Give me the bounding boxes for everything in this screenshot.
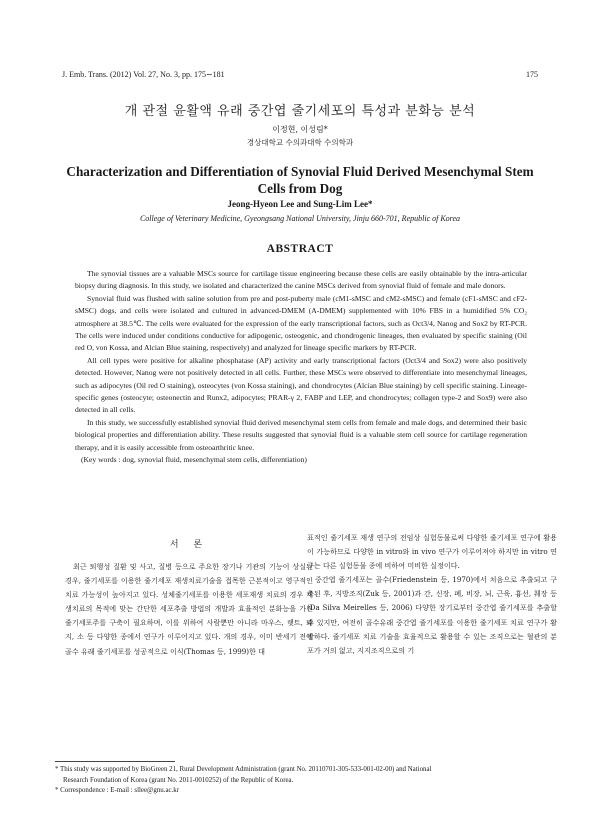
english-authors: Jeong-Hyeon Lee and Sung-Lim Lee* bbox=[227, 199, 373, 209]
footnotes bbox=[55, 765, 545, 797]
funding-footnote-continued: Research Foundation of Korea (grant No. 2011-0010252) of the Republic of Korea. bbox=[63, 776, 294, 784]
korean-title: 개 관절 윤활액 유래 중간엽 줄기세포의 특성과 분화능 분석 bbox=[124, 104, 476, 119]
right-column bbox=[307, 531, 557, 658]
page-number: 175 bbox=[526, 70, 538, 79]
abstract-paragraph: In this study, we successfully established synovial fluid derived mesenchymal stem cells from female and male dogs, and determined their basic biological properties and differentiation ability. These results suggested that synovial fluid is a valuable stem cell source for cartilage regeneration therapy, and it is easily accessible from osteoarthritic knee. bbox=[75, 417, 527, 452]
body-paragraph: 중간엽 줄기세포는 골수(Friedenstein 등, 1970)에서 처음으로 추출되고 구축된 후, 지방조직(Zuk 등, 2001)과 간, 신장, 폐, 비장, 뇌, 근육, 흉선, 췌장 등(Da Silva Meirelles 등, 2006) 다양한 장기로부터 중간엽 줄기세포를 추출할 수 있지만, 여전히 골수유래 중간엽 줄기세포를 이용한 줄기세포 치료 연구가 활발하다. 줄기세포 치료 기술을 효율적으로 활용할 수 있는 조직으로는 혈관의 분포가 거의 없고, 지지조직으로의 기 bbox=[307, 575, 557, 655]
funding-footnote: * This study was supported by BioGreen 21, Rural Development Administration (grant No. 20110701-305-533-001-02-00) and National bbox=[55, 766, 432, 773]
footnote-divider bbox=[55, 761, 175, 762]
abstract-paragraph: Synovial fluid was flushed with saline solution from pre and post-puberty male (cM1-sMSC and cM2-sMSC) and female (cF1-sMSC and cF2-sMSC) dogs, and cells were isolated and cultured in advanced-DMEM (A-DMEM) supplemented with 10% FBS in a humidified 5% CO₂ atmosphere at 38.5℃. The cells were evaluated for the expression of the early transcriptional factors, such as Oct3/4, Nanog and Sox2 by RT-PCR. The cells were induced under conditions conductive for adipogenic, osteogenic, and chondrogenic lineages, then evaluated by specific staining (Oil red O, von Kossa, and Alcian Blue staining, respectively) and analyzed for lineage specific markers by RT-PCR. bbox=[75, 293, 527, 353]
left-column bbox=[65, 538, 313, 659]
body-paragraph: 표적인 줄기세포 재생 연구의 전임상 실험동물로써 다양한 줄기세포 연구에 활용이 가능하므로 다양한 in vitro와 in vivo 연구가 이루어져야 하지만 in vitro 연구는 다른 실험동물 종에 비하여 미비한 실정이다. bbox=[307, 533, 557, 571]
abstract-paragraph: All cell types were positive for alkaline phosphatase (AP) activity and early transcriptional factors (Oct3/4 and Sox2) were also positively detected. However, Nanog were not positively detected in all cells. Further, these MSCs were observed to differentiate into mesenchymal lineages, such as adipocytes (Oil red O staining), osteocytes (von Kossa staining), and chondrocytes (Alcian Blue staining) by cell specific staining. Lineage-specific genes (osteocyte; osteonectin and Runx2, adipocytes; PRAR-γ 2, FABP and LEP, and chondrocytes; collagen type-2 and Sox9) were also detected in all cells. bbox=[75, 355, 527, 415]
abstract-heading: ABSTRACT bbox=[266, 243, 334, 255]
running-head bbox=[62, 70, 538, 82]
keywords: (Key words : dog, synovial fluid, mesenchymal stem cells, differentiation) bbox=[81, 455, 307, 465]
korean-affiliation: 경상대학교 수의과대학 수의학과 bbox=[246, 138, 354, 147]
english-title: Characterization and Differentiation of Synovial Fluid Derived Mesenchymal Stem Cells from Dog bbox=[66, 164, 534, 196]
body-paragraph: 최근 퇴행성 질환 및 사고, 질병 등으로 주요한 장기나 기관의 기능이 상실된 경우, 줄기세포를 이용한 줄기세포 재생치료기술을 접목한 근본적이고 영구적인 치료 가능성이 높아지고 있다. 성체줄기세포를 이용한 세포재생 치료의 경우 재생치료의 목적에 맞는 간단한 세포추출 방법의 개발과 효율적인 분화능을 가진 줄기세포주를 구축이 필요하며, 이를 위하여 사람뿐만 아니라 마우스, 랫트, 돼지, 소 등 다양한 종에서 연구가 이루어지고 있다. 개의 경우, 이미 반세기 전에 골수 유래 줄기세포를 성공적으로 이식(Thomas 등, 1999)한 대 bbox=[65, 562, 313, 656]
journal-citation: J. Emb. Trans. (2012) Vol. 27, No. 3, pp. 175∼181 bbox=[62, 70, 225, 79]
correspondence-footnote: * Correspondence : E-mail : sllee@gnu.ac.kr bbox=[55, 787, 180, 794]
korean-authors: 이정현, 이성림* bbox=[272, 125, 328, 134]
section-heading-introduction: 서 론 bbox=[169, 540, 209, 550]
english-affiliation: College of Veterinary Medicine, Gyeongsang National University, Jinju 660-701, Republic of Korea bbox=[139, 214, 461, 223]
abstract-body bbox=[75, 268, 527, 467]
abstract-paragraph: The synovial tissues are a valuable MSCs source for cartilage tissue engineering because these cells are easily obtainable by the intra-articular biopsy during diagnosis. In this study, we isolated and characterized the canine MSCs derived from synovial fluid of female and male donors. bbox=[75, 269, 527, 291]
